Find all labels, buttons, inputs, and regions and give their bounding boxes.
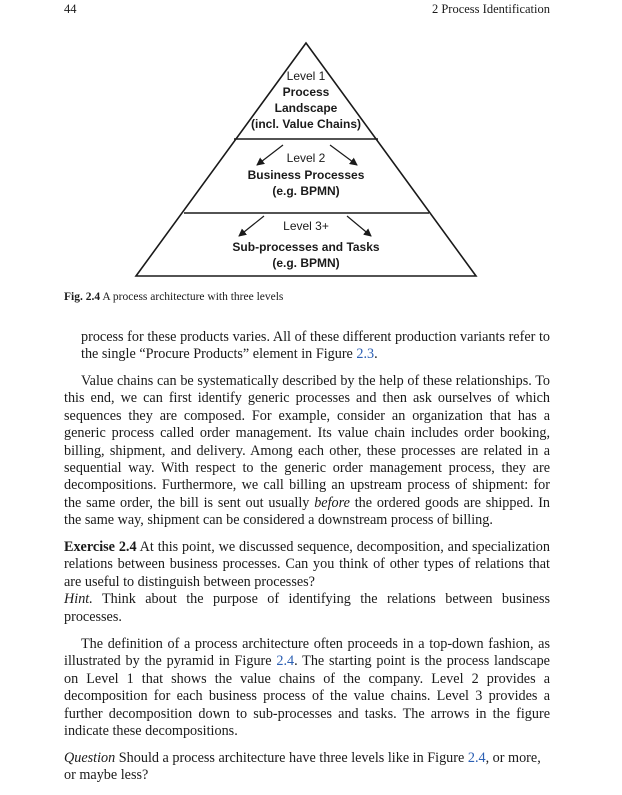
- paragraph-text: process for these products varies. All of these different production variants refer to the single “Procure Products” element in Figure: [81, 329, 550, 363]
- paragraph-text: the ordered goods are shipped. In the same way, shipment can be considered a downstream process of billing.: [64, 494, 551, 529]
- exercise-label: Exercise 2.4: [64, 539, 137, 555]
- level3-line2: (e.g. BPMN): [272, 256, 340, 270]
- paragraph-continuation: [81, 329, 550, 364]
- process-pyramid-figure: [0, 0, 622, 290]
- figure-caption-text: A process architecture with three levels: [102, 291, 284, 303]
- figure-reference-link[interactable]: 2.3: [356, 346, 375, 363]
- figure-reference-link[interactable]: 2.4: [467, 750, 486, 766]
- level1-line2: Landscape: [274, 101, 338, 115]
- level2-line2: (e.g. BPMN): [272, 184, 340, 198]
- arrow-level1-to-level2-left: [257, 145, 283, 165]
- question-label: Question: [64, 750, 116, 766]
- paragraph-text: The definition of a process architecture often proceeds in a top-down fashion, as illustrated by the pyramid in Figure: [64, 636, 550, 670]
- level1-line1: Process: [282, 85, 330, 99]
- figure-caption-label: Fig. 2.4: [64, 291, 101, 303]
- paragraph-text: .: [374, 346, 378, 363]
- paragraph-value-chains: [64, 373, 550, 530]
- exercise-text: At this point, we discussed sequence, decomposition, and specialization relations between business processes. Can you think of other types of relations that are useful to distinguish between processes?: [64, 539, 550, 590]
- paragraph-text: . The starting point is the process landscape on Level 1 that shows the value chains of the company. Level 2 provides a decomposition for each business process of the value chains. Level 3 provides a further decomposition down to sub-processes and tasks. The arrows in the figure indicate these decompositions.: [64, 653, 550, 740]
- question-text: , or more, or maybe less?: [64, 750, 541, 784]
- question-block: [64, 750, 550, 785]
- page-number: 44: [64, 2, 77, 16]
- hint-text: Think about the purpose of identifying the relations between business processes.: [64, 591, 550, 625]
- figure-reference-link[interactable]: 2.4: [276, 653, 295, 670]
- emphasis-text: before: [314, 494, 350, 511]
- arrow-level2-to-level3-left: [239, 216, 264, 236]
- paragraph-text: Value chains can be systematically described by the help of these relationships. To this end, we can first identify generic processes and then ask ourselves of which sequences they are composed. For example, consider an organization that has a generic process called order management. Its value chain includes order booking, billing, shipment, and delivery. Among each other, these processes are related in a sequential way. With respect to the generic order management process, they are decompositions. Furthermore, we call billing an upstream process of shipment: for the same order, the bill is sent out usually: [64, 373, 550, 511]
- level1-name: Level 1: [286, 69, 326, 83]
- exercise-block: [64, 539, 550, 626]
- question-text: Should a process architecture have three levels like in Figure: [115, 750, 468, 766]
- paragraph-top-down: [64, 636, 550, 740]
- arrow-level1-to-level2-right: [330, 145, 357, 165]
- figure-caption: [64, 291, 283, 303]
- level3-name: Level 3+: [283, 219, 329, 233]
- hint-label: Hint.: [64, 591, 93, 608]
- hint-block: [64, 591, 550, 626]
- level3-line1: Sub-processes and Tasks: [232, 240, 380, 254]
- running-header: 2 Process Identification: [431, 2, 550, 16]
- level2-name: Level 2: [286, 151, 326, 165]
- arrow-level2-to-level3-right: [347, 216, 371, 236]
- level2-line1: Business Processes: [247, 168, 365, 182]
- level1-line3: (incl. Value Chains): [250, 117, 362, 131]
